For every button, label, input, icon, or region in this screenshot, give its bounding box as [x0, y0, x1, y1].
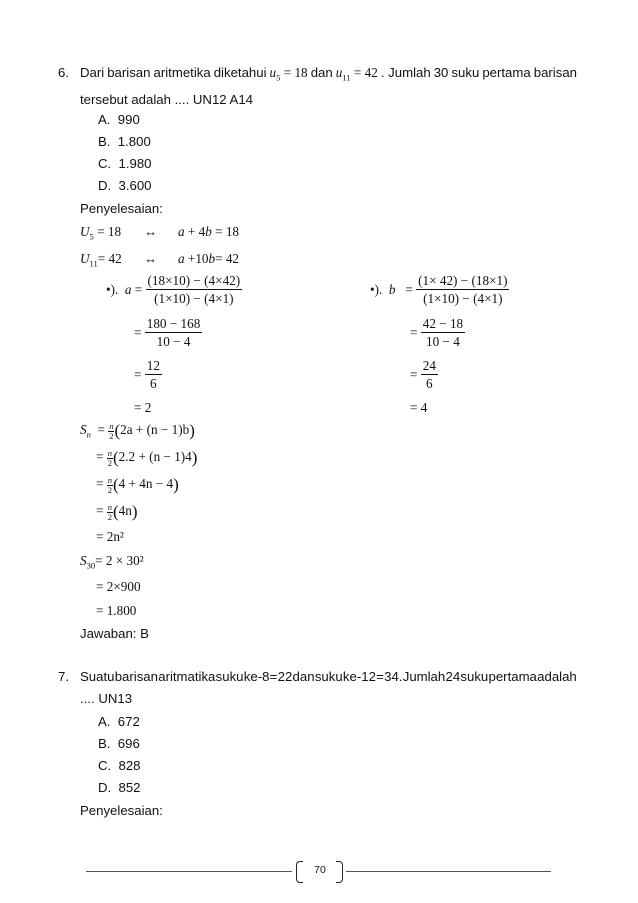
q6-solution-label: Penyelesaian: [80, 201, 163, 216]
arrow-both-icon: ↔ [144, 224, 158, 239]
q6-number: 6. [58, 65, 69, 80]
q7-stem-line2: .... UN13 [80, 691, 133, 706]
footer-bracket-right [336, 861, 343, 883]
q6-b-result: = 4 [410, 400, 428, 415]
q6-a-step3: = $\frac{12}{6}$ [134, 358, 160, 392]
q6-word: dan [310, 65, 333, 80]
page-number: 70 [314, 864, 326, 876]
q6-u5: $u_5 = 18$ [269, 65, 308, 83]
q6-option-d: D. 3.600 [98, 178, 152, 193]
q6-word: diketahui [213, 65, 267, 80]
q7-option-a: A. 672 [98, 714, 140, 729]
q6-sn-final: = 2n² [96, 529, 124, 544]
q6-a-step2: = $\frac{180 - 168}{10 - 4}$ [134, 316, 201, 350]
q6-eq1-right: a + 4b = 18 [178, 224, 240, 239]
q6-b-step2: = $\frac{42 - 18}{10 - 4}$ [410, 316, 464, 350]
q6-b-formula: •). b = $\frac{(1\times 42) - (18\times 1)}{(1\times 10) - (4\times 1)}$ [370, 273, 508, 307]
q7-option-d: D. 852 [98, 780, 141, 795]
q6-u11: $u_{11} = 42$ [335, 65, 378, 83]
q6-eq2-left: $U_{11}= 42$ [80, 251, 122, 269]
q7-stem-line1: Suatu barisan aritmatika suku ke-8 = 22 dan suku ke-12 = 34. Jumlah 24 suku pertama adalah [80, 669, 577, 684]
q6-option-c: C. 1.980 [98, 156, 152, 171]
q6-word: suku [451, 65, 480, 80]
q6-sn-line1: $S_n$ = $\frac{n}{2}$ (2a + (n − 1)b) [80, 421, 195, 441]
footer-rule-right [346, 871, 551, 872]
q6-word: Dari [80, 65, 105, 80]
q6-word: barisan [107, 65, 151, 80]
q6-word: aritmetika [153, 65, 211, 80]
q6-option-a: A. 990 [98, 112, 140, 127]
q6-eq2-right: a +10b= 42 [178, 251, 240, 266]
q6-sn-line4: = $\frac{n}{2}$ (4n) [96, 502, 138, 522]
q7-option-c: C. 828 [98, 758, 141, 773]
q6-eq1-left: $U_5 = 18$ [80, 224, 122, 242]
q6-answer: Jawaban: B [80, 626, 149, 641]
q7-option-b: B. 696 [98, 736, 140, 751]
q6-s30-line2: = 2×900 [96, 579, 141, 594]
q6-sn-line2: = $\frac{n}{2}$ (2.2 + (n − 1)4) [96, 448, 198, 468]
footer-rule-left [86, 871, 292, 872]
q6-option-b: B. 1.800 [98, 134, 151, 149]
q6-s30-line3: = 1.800 [96, 603, 137, 618]
q6-word: pertama [482, 65, 531, 80]
q6-word: . Jumlah [380, 65, 431, 80]
q6-a-formula: •). a = $\frac{(18\times 10) - (4\times 42)}{(1\times 10) - (4\times 1)}$ [106, 273, 241, 307]
q6-sn-line3: = $\frac{n}{2}$ (4 + 4n − 4) [96, 475, 179, 495]
q6-a-result: = 2 [134, 400, 152, 415]
arrow-both-icon: ↔ [144, 251, 158, 266]
q6-b-step3: = $\frac{24}{6}$ [410, 358, 436, 392]
q6-stem-line2: tersebut adalah .... UN12 A14 [80, 92, 254, 107]
q6-word: 30 [433, 65, 449, 80]
q6-word: barisan [533, 65, 577, 80]
q7-number: 7. [58, 669, 69, 684]
q6-stem-line1 [80, 65, 577, 83]
q7-solution-label: Penyelesaian: [80, 803, 163, 818]
footer-bracket-left [296, 861, 303, 883]
q6-s30-line1: $S_{30}= 2 \times 30^2$ [80, 553, 144, 571]
